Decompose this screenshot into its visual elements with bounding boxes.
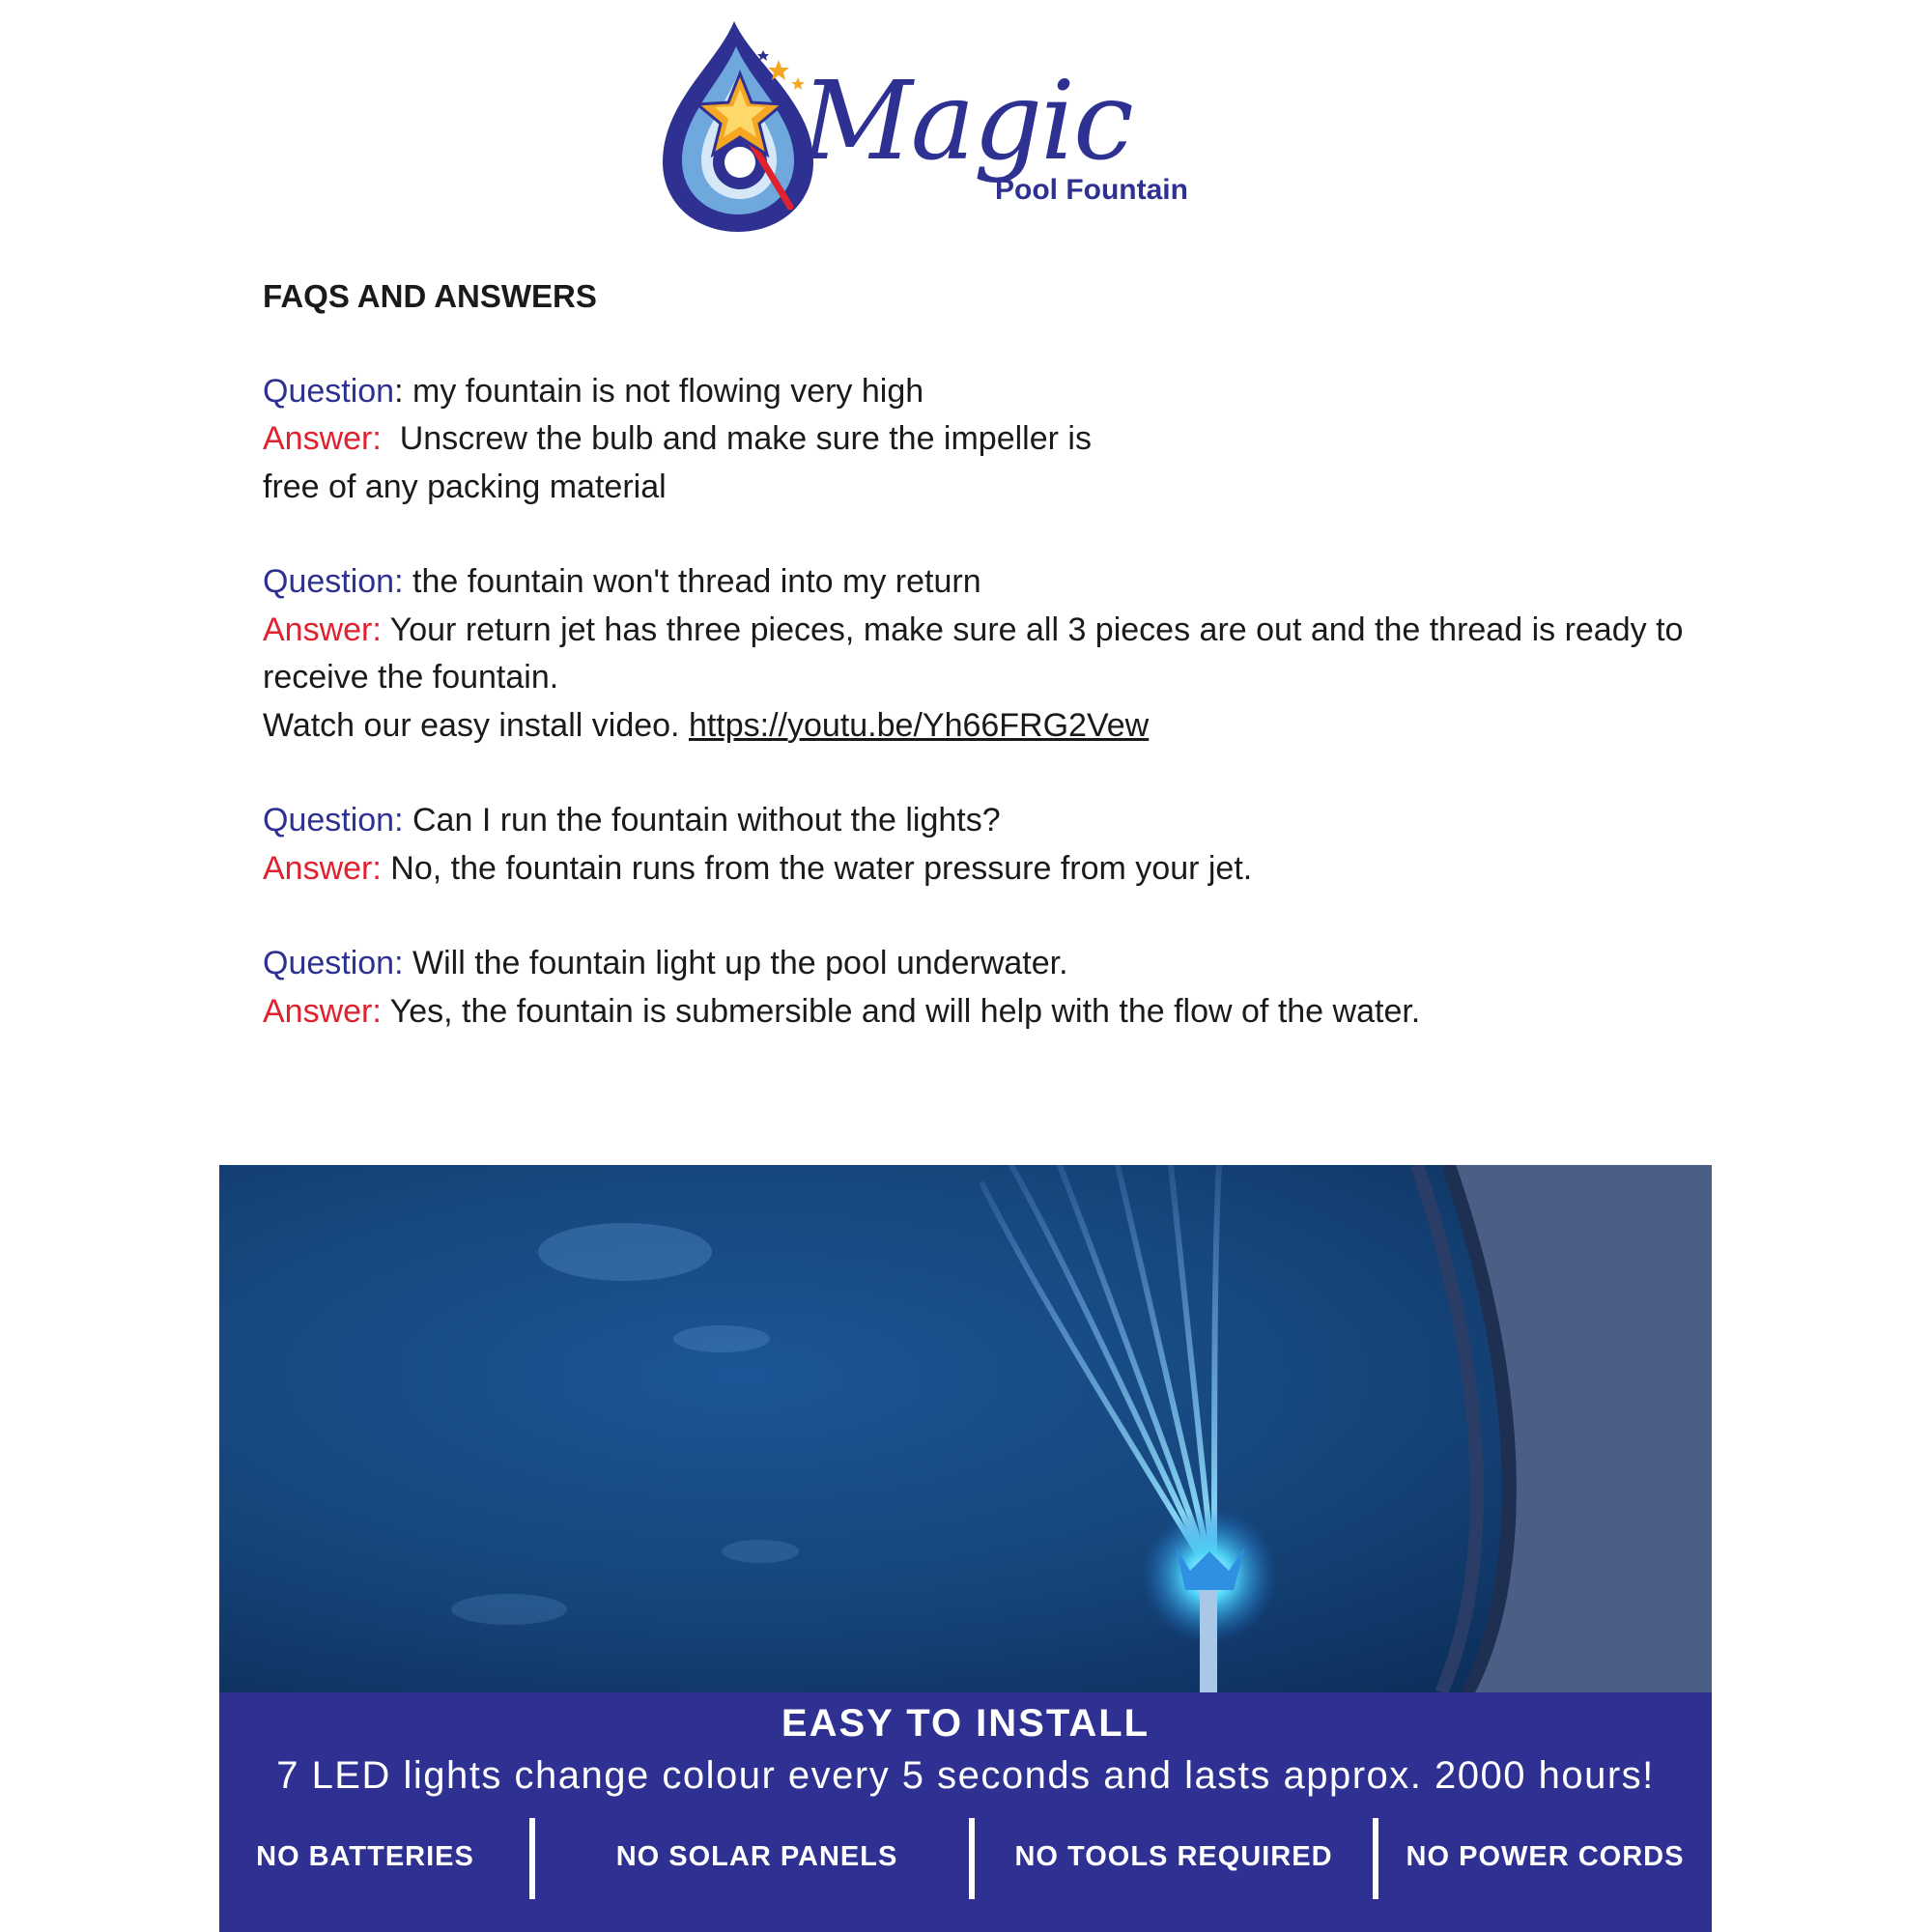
brand-name: Magic	[802, 59, 1132, 185]
faq-section	[263, 272, 1692, 1083]
banner-subtitle: 7 LED lights change colour every 5 seconds and lasts approx. 2000 hours!	[276, 1754, 1655, 1797]
answer-text: Unscrew the bulb and make sure the impeller is	[399, 420, 1092, 457]
faq-answer-line	[263, 607, 1692, 702]
answer-label: Answer:	[263, 611, 382, 648]
faq-question-line: Question: my fountain is not flowing very high	[263, 372, 924, 410]
answer-label: Answer:	[263, 420, 382, 457]
faq-item	[263, 797, 1692, 893]
faq-answer-line	[263, 845, 1692, 894]
answer-text: Yes, the fountain is submersible and will help with the flow of the water.	[389, 992, 1421, 1030]
feature-divider	[969, 1818, 975, 1899]
question-label: Question	[263, 945, 395, 981]
faq-question-line: Question: Will the fountain light up the pool underwater.	[263, 945, 1068, 981]
question-text: the fountain won't thread into my return	[412, 563, 981, 600]
faq-answer-line	[263, 415, 1692, 464]
answer-text: No, the fountain runs from the water pressure from your jet.	[390, 849, 1253, 887]
brand-tagline: Pool Fountain	[995, 174, 1188, 206]
banner-title: EASY TO INSTALL	[781, 1702, 1151, 1745]
question-text: Will the fountain light up the pool underwater.	[412, 945, 1068, 981]
faq-item	[263, 368, 1692, 512]
faq-question-line: Question: Can I run the fountain without the lights?	[263, 802, 1001, 838]
answer-label: Answer:	[263, 849, 382, 887]
faq-answer-line	[263, 988, 1692, 1037]
install-video-link[interactable]: https://youtu.be/Yh66FRG2Vew	[688, 706, 1150, 744]
question-label: Question	[263, 563, 395, 600]
faq-question-line: Question: the fountain won't thread into my return	[263, 563, 981, 600]
fountain-photo	[219, 1165, 1712, 1692]
feature-divider	[529, 1818, 535, 1899]
question-label: Question	[263, 802, 395, 838]
answer-label: Answer:	[263, 992, 382, 1030]
brand-logo	[657, 17, 1208, 249]
faq-item	[263, 940, 1692, 1036]
info-banner	[219, 1692, 1712, 1932]
faq-answer-continuation: free of any packing material	[263, 468, 667, 505]
pool-scene	[219, 1165, 1712, 1692]
question-label: Question	[263, 372, 395, 410]
question-text: my fountain is not flowing very high	[412, 372, 924, 410]
faq-item	[263, 558, 1692, 750]
faq-title: FAQS AND ANSWERS	[263, 278, 597, 314]
video-line	[263, 702, 1692, 751]
feature-no-batteries: NO BATTERIES	[256, 1841, 474, 1872]
feature-no-power-cords: NO POWER CORDS	[1406, 1841, 1685, 1872]
answer-text: Your return jet has three pieces, make sure all 3 pieces are out and the thread is ready to receive the fountain.	[263, 611, 1684, 696]
feature-no-solar-panels: NO SOLAR PANELS	[615, 1841, 898, 1872]
question-text: Can I run the fountain without the lights?	[412, 802, 1001, 838]
video-text: Watch our easy install video.	[263, 706, 680, 744]
feature-no-tools-required: NO TOOLS REQUIRED	[1014, 1841, 1333, 1872]
